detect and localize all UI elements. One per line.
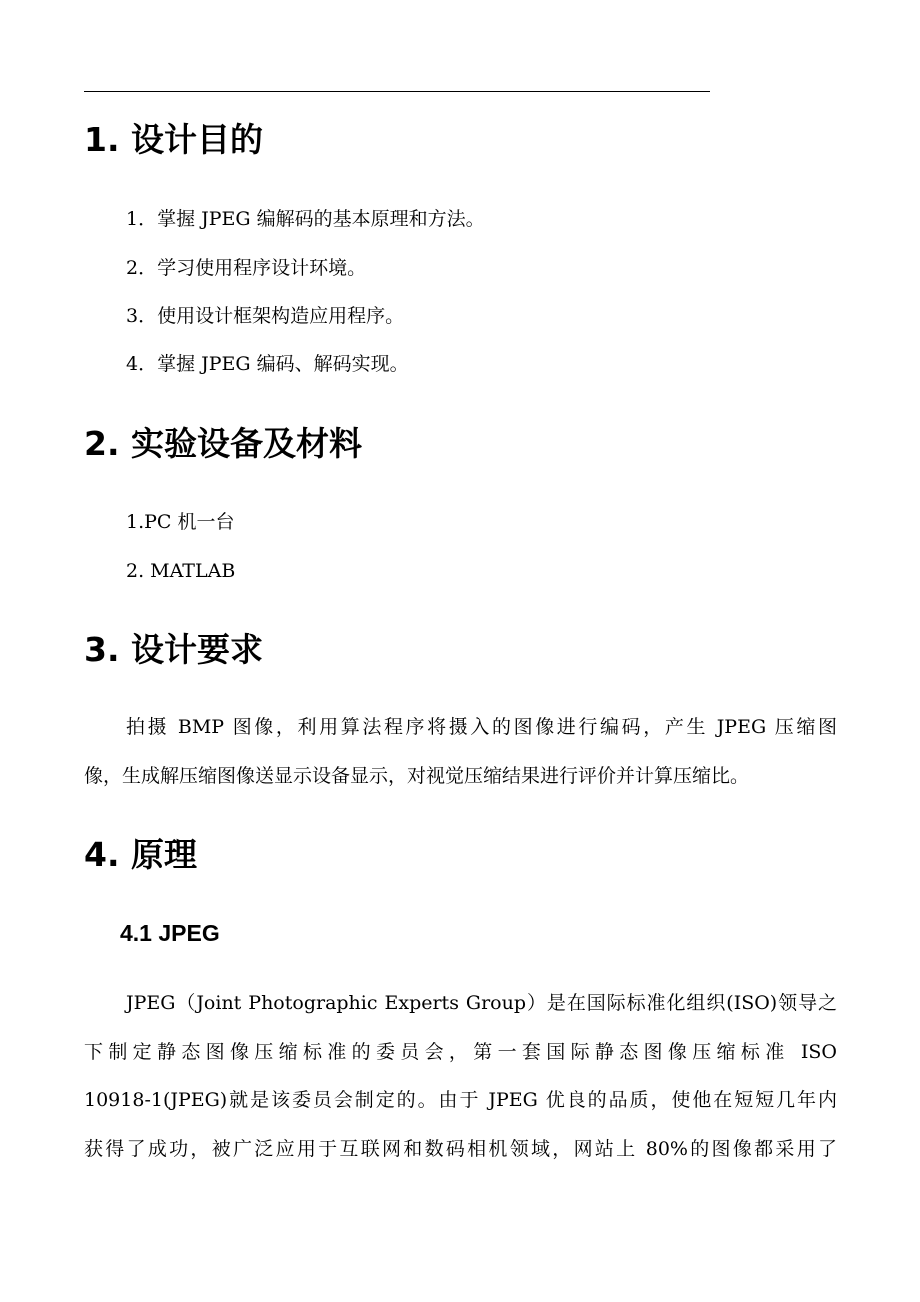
requirements-paragraph xyxy=(84,703,837,800)
header-rule xyxy=(84,91,710,92)
jpeg-line-3: 10918-1(JPEG)就是该委员会制定的。由于 JPEG 优良的品质，使他在短短几年内 xyxy=(84,1089,837,1111)
section-heading-requirements: 3. 设计要求 xyxy=(84,630,263,669)
equipment-item-2: 2. MATLAB xyxy=(126,560,236,582)
purpose-item-4: 4．掌握 JPEG 编码、解码实现。 xyxy=(126,353,409,375)
jpeg-paragraph xyxy=(84,979,837,1173)
section-heading-equipment: 2. 实验设备及材料 xyxy=(84,424,362,463)
section-heading-design-purpose: 1. 设计目的 xyxy=(84,120,263,159)
jpeg-line-1: JPEG（Joint Photographic Experts Group）是在国际标准化组织(ISO)领导之 xyxy=(126,992,837,1014)
requirements-line-1: 拍摄 BMP 图像，利用算法程序将摄入的图像进行编码，产生 JPEG 压缩图 xyxy=(126,716,837,738)
purpose-item-3: 3．使用设计框架构造应用程序。 xyxy=(126,305,405,327)
requirements-line-2: 像，生成解压缩图像送显示设备显示，对视觉压缩结果进行评价并计算压缩比。 xyxy=(84,764,750,787)
jpeg-line-4: 获得了成功，被广泛应用于互联网和数码相机领域，网站上 80%的图像都采用了 xyxy=(84,1137,837,1160)
jpeg-line-2: 下制定静态图像压缩标准的委员会，第一套国际静态图像压缩标准 ISO xyxy=(84,1040,837,1063)
subsection-heading-jpeg: 4.1 JPEG xyxy=(120,920,220,946)
purpose-item-1: 1．掌握 JPEG 编解码的基本原理和方法。 xyxy=(126,208,485,230)
section-heading-principle: 4. 原理 xyxy=(84,835,197,874)
equipment-item-1: 1.PC 机一台 xyxy=(126,511,235,533)
purpose-item-2: 2．学习使用程序设计环境。 xyxy=(126,257,367,279)
